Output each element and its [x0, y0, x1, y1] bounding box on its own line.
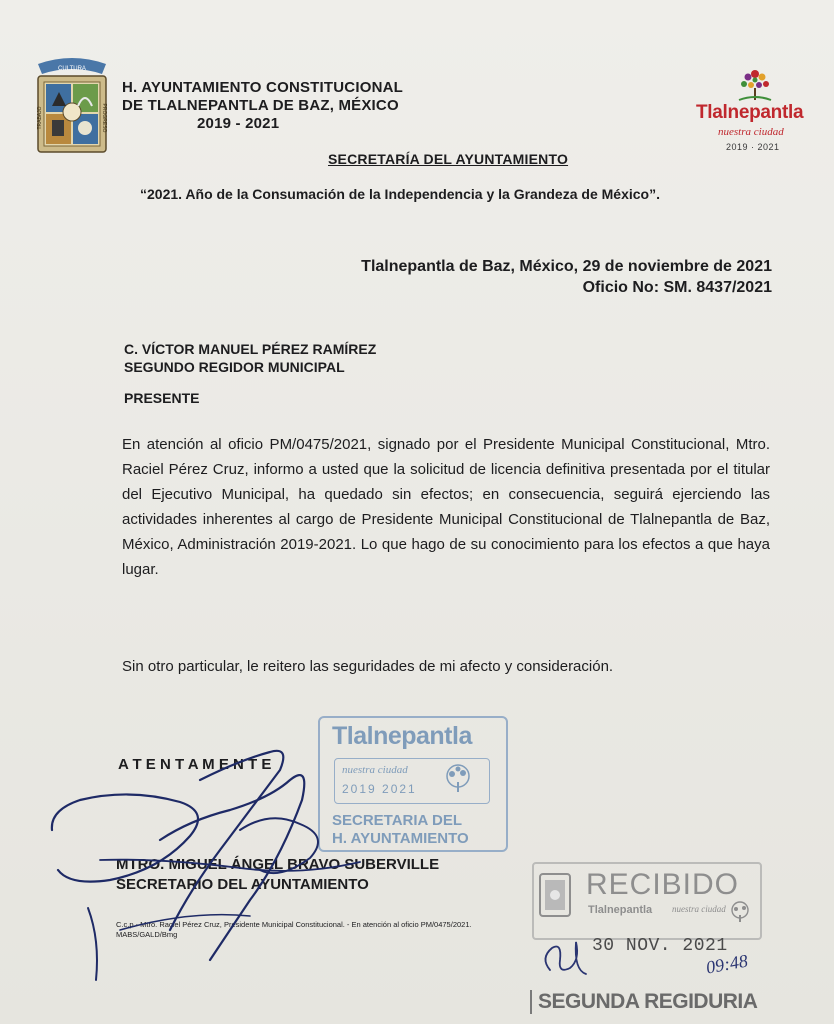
signer-name: MTRO. MIGUEL ÁNGEL BRAVO SUBERVILLE — [116, 856, 440, 873]
cc-line: C.c.p.- Mtro. Raciel Pérez Cruz, Presidente Municipal Constitucional. - En atención al oficio PM/0475/2021. — [116, 920, 472, 929]
recibido-title: RECIBIDO — [586, 868, 740, 901]
recibido-time: 09:48 — [704, 950, 750, 978]
stamp-brand-name: Tlalnepantla — [332, 722, 472, 750]
initials-line: MABS/GALD/Bmg — [116, 930, 178, 939]
place-date: Tlalnepantla de Baz, México, 29 de noviembre de 2021 — [361, 258, 772, 275]
recibido-brand: Tlalnepantla — [588, 904, 653, 916]
header-years: 2019 - 2021 — [197, 115, 280, 132]
crest-side-left: TRABAJO — [37, 106, 43, 130]
recibido-crest-icon — [538, 870, 572, 920]
stamp-office-line-1: SECRETARIA DEL — [332, 812, 463, 829]
crest-side-right: PROGRESO — [101, 103, 107, 133]
tlalnepantla-brand-logo — [692, 64, 818, 160]
brand-logo-tagline: nuestra ciudad — [718, 126, 784, 138]
recibido-initials-scribble — [536, 930, 596, 984]
stamp-tagline: nuestra ciudad — [342, 764, 408, 776]
stamp-tree-icon — [436, 762, 480, 798]
oficio-number: Oficio No: SM. 8437/2021 — [582, 279, 772, 296]
recibido-date: 30 NOV. 2021 — [592, 936, 728, 956]
closing-line: Sin otro particular, le reitero las seguridades de mi afecto y consideración. — [122, 658, 614, 675]
valediction: A T E N T A M E N T E — [118, 756, 272, 773]
recibido-tree-icon — [726, 900, 754, 924]
recipient-name: C. VÍCTOR MANUEL PÉREZ RAMÍREZ — [124, 341, 377, 357]
recipient-title: SEGUNDO REGIDOR MUNICIPAL — [124, 359, 345, 375]
handwritten-signature — [40, 740, 380, 990]
brand-logo-name: Tlalnepantla — [696, 102, 804, 123]
recibido-office: SEGUNDA REGIDURIA — [530, 990, 757, 1014]
official-motto: “2021. Año de la Consumación de la Independencia y la Grandeza de México”. — [140, 186, 660, 202]
salutation: PRESENTE — [124, 390, 200, 406]
recibido-stamp — [530, 860, 790, 1024]
signer-title: SECRETARIO DEL AYUNTAMIENTO — [116, 876, 369, 893]
header-line-2: DE TLALNEPANTLA DE BAZ, MÉXICO — [122, 97, 399, 114]
crest-banner-text: CULTURA — [58, 66, 86, 72]
tree-icon — [692, 64, 818, 104]
municipal-crest — [32, 54, 112, 158]
crest-icon — [32, 54, 112, 158]
letter-body: En atención al oficio PM/0475/2021, signado por el Presidente Municipal Constitucional, Mtro. Raciel Pérez Cruz, informo a usted que la solicitud de licencia definitiva presentada por el titular del Ejecutivo Municipal, ha quedado sin efectos; en consecuencia, seguirá ejerciendo las actividades inherentes al cargo de Presidente Municipal Constitucional de Tlalnepantla de Baz, México, Administración 2019-2021. Lo que hago de su conocimiento para los efectos a que haya lugar. — [122, 436, 770, 578]
header-line-1: H. AYUNTAMIENTO CONSTITUCIONAL — [122, 79, 404, 96]
stamp-years: 2019 2021 — [342, 782, 417, 796]
recibido-tagline: nuestra ciudad — [672, 904, 726, 914]
department-title: SECRETARÍA DEL AYUNTAMIENTO — [328, 151, 569, 167]
stamp-office-line-2: H. AYUNTAMIENTO — [332, 830, 469, 847]
brand-logo-years: 2019 · 2021 — [726, 142, 780, 152]
